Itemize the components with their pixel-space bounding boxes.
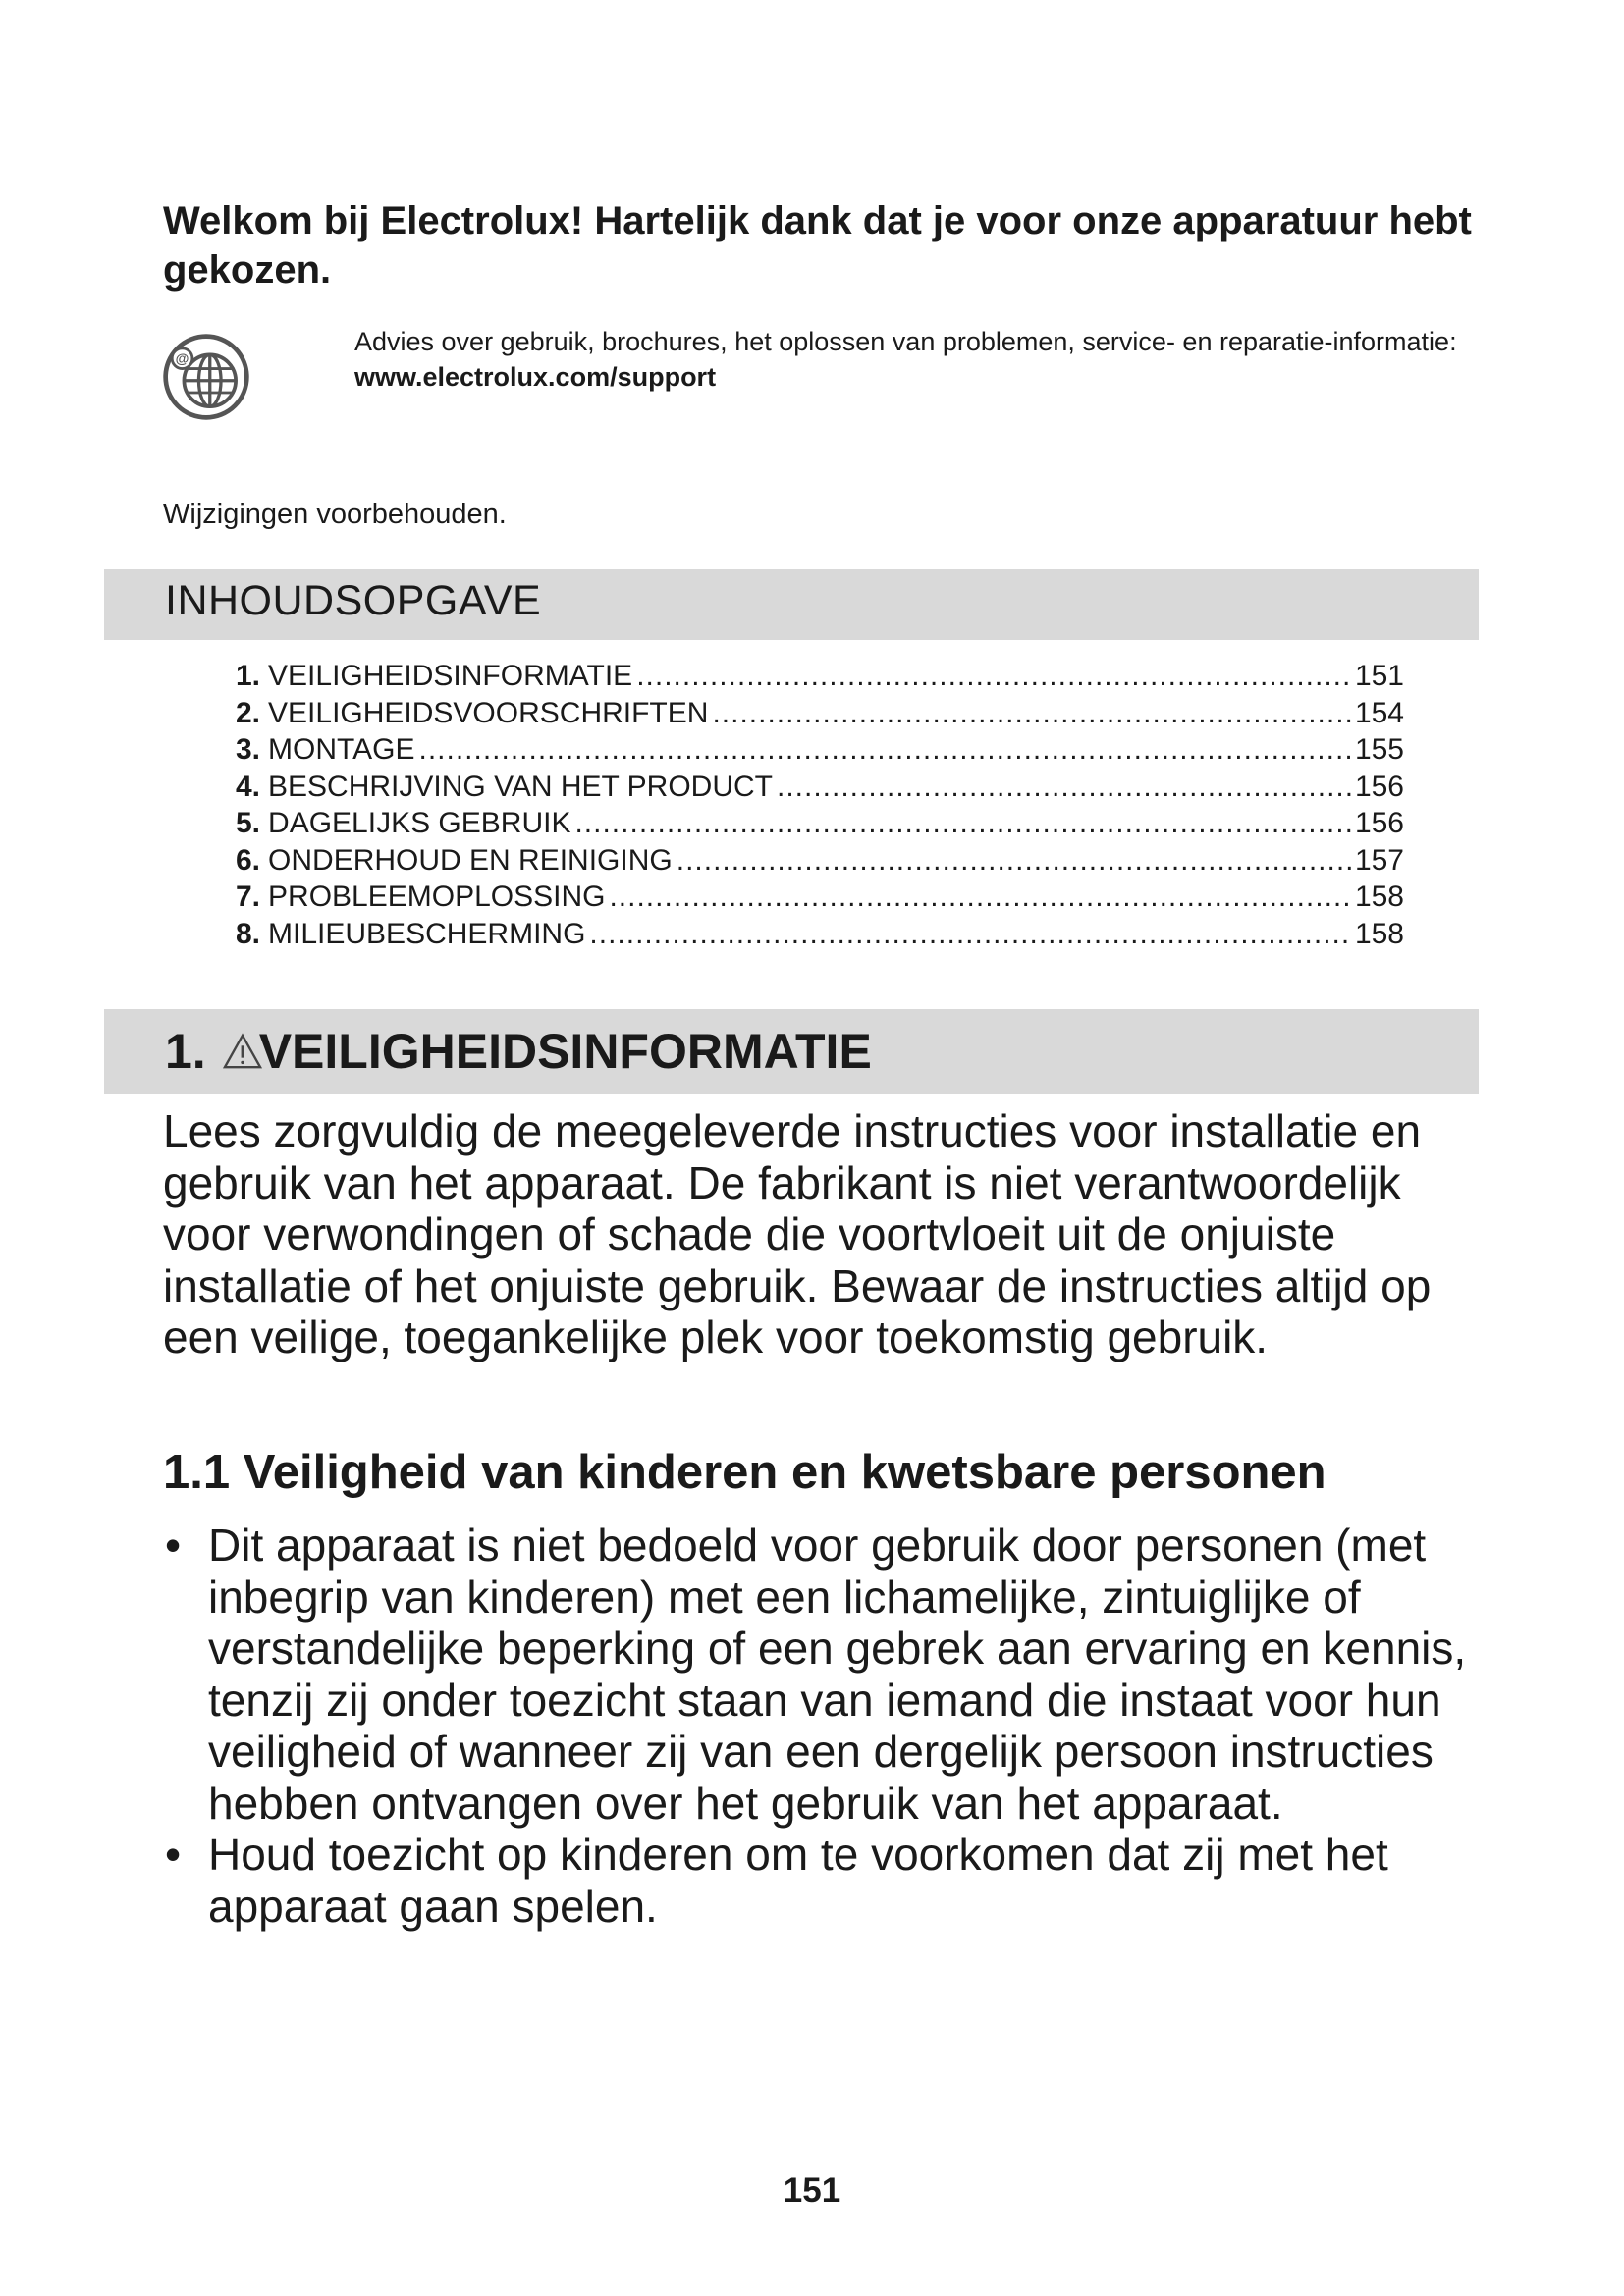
- toc-item[interactable]: 4. BESCHRIJVING VAN HET PRODUCT ..... 156: [236, 769, 1404, 806]
- toc-item-label: VEILIGHEIDSINFORMATIE: [268, 660, 633, 692]
- table-of-contents: [236, 658, 1404, 952]
- section-title-text: VEILIGHEIDSINFORMATIE: [258, 1024, 872, 1079]
- toc-item-label: BESCHRIJVING VAN HET PRODUCT: [268, 770, 773, 803]
- toc-item[interactable]: 6. ONDERHOUD EN REINIGING ..... 157: [236, 842, 1404, 880]
- section-header-band: [104, 1009, 1479, 1094]
- support-link[interactable]: www.electrolux.com/support: [354, 362, 717, 392]
- toc-item[interactable]: 7. PROBLEEMOPLOSSING ..... 158: [236, 879, 1404, 916]
- toc-item[interactable]: 1. VEILIGHEIDSINFORMATIE ..... 151: [236, 658, 1404, 695]
- support-description: Advies over gebruik, brochures, het oplossen van problemen, service- en reparatie-informatie:: [354, 327, 1457, 356]
- toc-item[interactable]: 8. MILIEUBESCHERMING ..... 158: [236, 916, 1404, 953]
- changes-notice: Wijzigingen voorbehouden.: [163, 499, 507, 530]
- list-item: • Dit apparaat is niet bedoeld voor gebruik door personen (met inbegrip van kinderen) met een lichamelijke, zintuiglijke of verstandelijke beperking of een gebrek aan ervaring en kennis, tenzij zij onder toezicht staan van iemand die instaat voor hun veiligheid of wanneer zij van een dergelijk persoon instructies hebben ontvangen over het gebruik van het apparaat.: [165, 1520, 1467, 1829]
- bullet-icon: •: [165, 1829, 182, 1880]
- toc-item-page: 158: [1354, 917, 1404, 950]
- toc-item-page: 156: [1354, 770, 1404, 803]
- toc-header-band: [104, 569, 1479, 640]
- list-item: • Houd toezicht op kinderen om te voorkomen dat zij met het apparaat gaan spelen.: [165, 1829, 1388, 1932]
- welcome-heading: Welkom bij Electrolux! Hartelijk dank dat je voor onze apparatuur hebt gekozen.: [163, 199, 1472, 292]
- toc-item-label: PROBLEEMOPLOSSING: [268, 881, 606, 913]
- toc-item-page: 158: [1354, 881, 1404, 913]
- toc-item-label: MONTAGE: [268, 733, 415, 766]
- bullet-icon: •: [165, 1520, 182, 1571]
- toc-item-page: 155: [1354, 733, 1404, 766]
- toc-item-page: 157: [1354, 843, 1404, 877]
- svg-text:@: @: [175, 349, 189, 366]
- warning-triangle-icon: [222, 1033, 263, 1070]
- toc-item-label: DAGELIJKS GEBRUIK: [268, 807, 571, 839]
- subsection-title: 1.1 Veiligheid van kinderen en kwetsbare personen: [163, 1446, 1326, 1499]
- web-support-icon: [160, 331, 252, 423]
- toc-item-label: ONDERHOUD EN REINIGING: [268, 843, 673, 877]
- intro-paragraph: Lees zorgvuldig de meegeleverde instructies voor installatie en gebruik van het apparaat. De fabrikant is niet verantwoordelijk voor verwondingen of schade die voortvloeit uit de onjuiste installatie of het onjuiste gebruik. Bewaar de instructies altijd op een veilige, toegankelijke plek voor toekomstig gebruik.: [163, 1105, 1432, 1362]
- bullet-list: [163, 1520, 1479, 1932]
- toc-item[interactable]: 2. VEILIGHEIDSVOORSCHRIFTEN ..... 154: [236, 695, 1404, 732]
- page-number: 151: [783, 2171, 841, 2210]
- toc-item-label: VEILIGHEIDSVOORSCHRIFTEN: [268, 696, 709, 729]
- toc-title: INHOUDSOPGAVE: [165, 577, 542, 624]
- section-number: 1.: [165, 1024, 206, 1079]
- toc-item-page: 154: [1354, 696, 1404, 729]
- toc-item[interactable]: 5. DAGELIJKS GEBRUIK ..... 156: [236, 805, 1404, 842]
- toc-item-page: 156: [1354, 807, 1404, 839]
- toc-item[interactable]: 3. MONTAGE ..... 155: [236, 731, 1404, 769]
- support-info: [354, 324, 1474, 395]
- section-title: [165, 1023, 872, 1080]
- toc-item-label: MILIEUBESCHERMING: [268, 917, 586, 950]
- toc-item-page: 151: [1354, 660, 1404, 692]
